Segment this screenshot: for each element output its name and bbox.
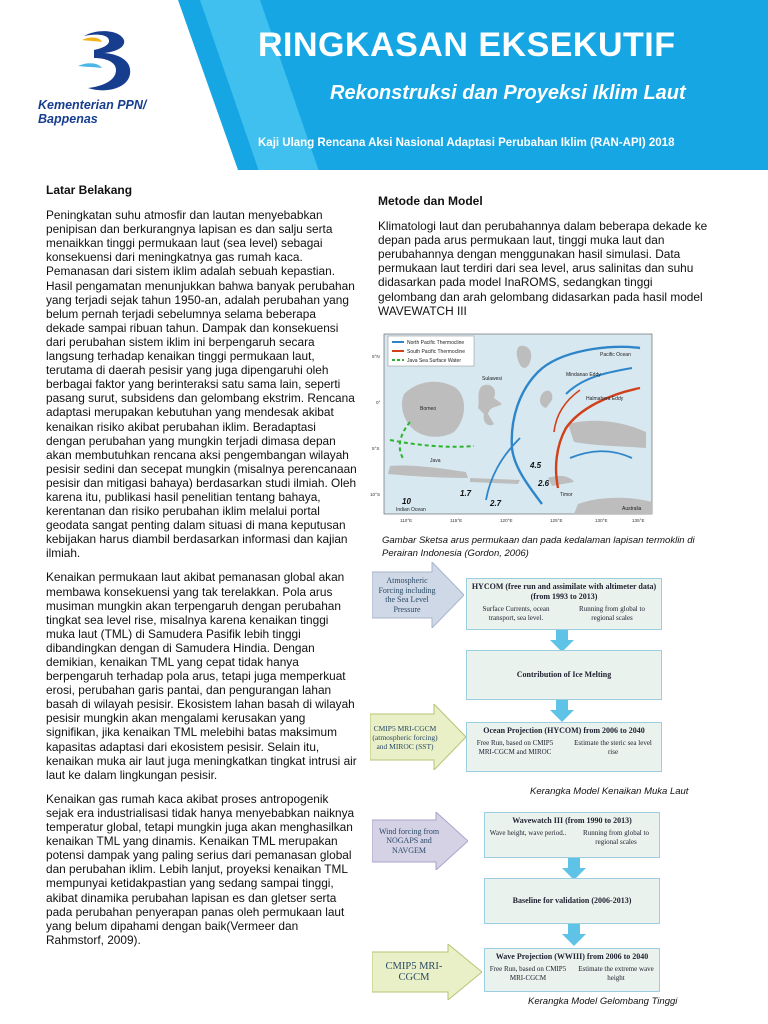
diagram2-caption: Kerangka Model Gelombang Tinggi: [528, 996, 678, 1007]
wavewatch-right-text: Running from global to regional scales: [583, 829, 649, 846]
label-sulawesi: Sulawesi: [482, 376, 503, 382]
down-arrow-icon: [562, 924, 586, 946]
hycom-title: HYCOM (free run and assimilate with altimeter data) (from 1993 to 2013): [471, 582, 657, 601]
label-mindanao-eddy: Mindanao Eddy: [566, 372, 601, 378]
lat-label-4: 10°S: [370, 492, 381, 497]
transport-label-1: 10: [402, 497, 411, 506]
transport-label-5: 2.7: [490, 499, 502, 508]
ocean-projection-title: Ocean Projection (HYCOM) from 2006 to 2040: [483, 726, 645, 735]
cmip-forcing-label: CMIP5 MRI-CGCM (atmospheric forcing) and MIROC (SST): [372, 723, 438, 751]
lat-label-3: 5°S: [372, 446, 380, 451]
ice-melting-label: Contribution of Ice Melting: [516, 670, 612, 679]
lon-label-1: 110°E: [400, 518, 413, 523]
org-name: [38, 98, 178, 126]
transport-label-3: 2.6: [538, 479, 550, 488]
diagram1-caption: Kerangka Model Kenaikan Muka Laut: [530, 786, 689, 797]
baseline-box: [484, 878, 660, 924]
ocean-projection-left-text: Free Run, based on CMIP5 MRI-CGCM and MIROC: [476, 739, 554, 756]
lon-label-2: 115°E: [450, 518, 463, 523]
wave-projection-right-text: Estimate the extreme wave height: [578, 965, 654, 982]
page-tagline: Kaji Ulang Rencana Aksi Nasional Adaptasi Perubahan Iklim (RAN-API) 2018: [258, 137, 675, 149]
down-arrow-icon: [562, 858, 586, 880]
ocean-current-map: [370, 328, 658, 526]
wavewatch-box: [484, 812, 660, 858]
ice-melting-box: [466, 650, 662, 700]
wave-projection-box: [484, 948, 660, 992]
page-title: RINGKASAN EKSEKUTIF: [258, 26, 676, 64]
atmospheric-forcing-label: Atmospheric Forcing including the Sea Level Pressure: [378, 576, 436, 614]
lat-label-2: 0°: [376, 400, 381, 405]
method-heading: Metode dan Model: [378, 194, 483, 208]
lat-label-1: 5°N: [372, 354, 380, 359]
hycom-box: [466, 578, 662, 630]
legend-south-pacific: South Pacific Thermocline: [407, 349, 465, 355]
label-pacific-ocean: Pacific Ocean: [600, 352, 631, 358]
method-paragraph: Klimatologi laut dan perubahannya dalam beberapa dekade ke depan pada arus permukaan laut, tinggi muka laut dan perubahannya dengan menggunakan hasil simulasi. Data permukaan laut terdiri dari sea level, arus salinitas dan suhu didasarkan pada model InaROMS, sedangkan tinggi gelombang dan arah gelombang didasarkan pada hasil model WAVEWATCH III: [378, 219, 708, 318]
map-caption: Gambar Sketsa arus permukaan dan pada kedalaman lapisan termoklin di Perairan Indonesia (Gordon, 2006): [382, 535, 695, 559]
page-subtitle: Rekonstruksi dan Proyeksi Iklim Laut: [330, 82, 686, 104]
background-heading: Latar Belakang: [46, 183, 133, 197]
label-borneo: Borneo: [420, 406, 437, 412]
wave-projection-left-text: Free Run, based on CMIP5 MRI-CGCM: [489, 965, 567, 982]
legend-java-sea: Java Sea Surface Water: [407, 358, 462, 364]
background-paragraph-3: Kenaikan gas rumah kaca akibat proses antropogenik sejak era industrialisasi tidak hanya menyebabkan naiknya temperatur global, tetapi mungkin juga akan menghasilkan kenaikan TML yang dinamis. Kenaikan TML merupakan potensi dampak yang paling serius dari pemanasan global dan perubahan iklim. Lebih lanjut, proyeksi kenaikan TML mempunyai ketidakpastian yang sedang sampai tinggi, akibat dinamika perubahan lapisan es dan gletser serta pada perubahan penyerapan panas oleh permukaan laut yang belum dipahami dengan baik(Vermeer dan Rahmstorf, 2009).: [46, 791, 355, 947]
baseline-label: Baseline for validation (2006-2013): [512, 896, 632, 905]
lon-label-4: 125°E: [550, 518, 563, 523]
label-java: Java: [430, 458, 441, 464]
lon-label-6: 135°E: [632, 518, 645, 523]
wavewatch-title: Wavewatch III (from 1990 to 2013): [512, 816, 632, 825]
legend-north-pacific: North Pacific Thermocline: [407, 340, 465, 346]
down-arrow-icon: [550, 630, 574, 652]
hycom-left-text: Surface Currents, ocean transport, sea level.: [482, 605, 550, 622]
wave-projection-title: Wave Projection (WWIII) from 2006 to 2040: [495, 952, 649, 961]
label-halmahera-eddy: Halmahera Eddy: [586, 396, 624, 402]
label-australia: Australia: [622, 506, 642, 512]
method-section: [378, 194, 713, 318]
label-timor: Timor: [560, 492, 573, 498]
cmip-wave-label: CMIP5 MRI-CGCM: [385, 961, 443, 983]
lon-label-3: 120°E: [500, 518, 513, 523]
bappenas-logo-icon: [76, 26, 136, 96]
background-paragraph-1: Peningkatan suhu atmosfir dan lautan menyebabkan penipisan dan berkurangnya lapisan es dan salju serta menaikkan tinggi permukaan laut (sea level) sebagai konsekuensi dari meningkatnya gas rumah kaca. Pemanasan dari sistem iklim adalah sebuah kepastian. Hasil pengamatan menunjukkan bahwa banyak perubahan yang terjadi sejak tahun 1950-an, adalah perubahan yang belum pernah terjadi sebelumnya selama beberapa dekade sampai ribuan tahun. Dampak dan konsekuensi dari perubahan sistem iklim ini berpengaruh secara langsung terhadap kenaikan tinggi permukaan laut, terutama di daerah pesisir yang juga dipengaruhi oleh berbagai faktor yang berinteraksi satu sama lain, seperti pasang surut, subsidens dan gelombang ekstrim. Rencana adaptasi merupakan kebutuhan yang mendesak akibat kenaikan risiko akibat perubahan iklim. Beradaptasi dengan perubahan yang mungkin terjadi dimasa depan akan membutuhkan rencana aksi pengembangan wilayah pesisir sedini dan secepat mungkin (misalnya perencanaan pesisir dan mitigasi bahaya) berdasarkan studi ilmiah. Oleh karena itu, publikasi hasil penelitian tentang bahaya, kerentanan dan risiko perubahan iklim melalui portal geodata sangat penting dalam situasi di mana keputusan kebijakan harus diambil berdasarkan informasi dan kajian ilmiah.: [46, 208, 357, 561]
transport-label-2: 1.7: [460, 489, 472, 498]
ocean-projection-right-text: Estimate the steric sea level rise: [574, 739, 652, 756]
label-indian-ocean: Indian Ocean: [396, 507, 426, 513]
org-name-line1: Kementerian PPN/: [38, 98, 147, 112]
background-paragraph-2: Kenaikan permukaan laut akibat pemanasan global akan membawa konsekuensi yang tak terelakkan. Pola arus musiman mungkin akan terpengaruh dengan perubahan tingkat sea level rise, misalnya karena kenaikan tinggi muka laut (TML) di Samudera Pasifik lebih tinggi dibandingkan dengan di Samudera Hindia. Dengan demikian, kenaikan TML yang cepat tidak hanya berpengaruh terhadap pola arus, tetapi juga memperkuat erosi, perubahan garis pantai, dan pengurangan lahan basah di wilayah pesisir. Ekosistem lahan basah di wilayah pesisir mungkin akan mengalami kerusakan yang signifikan, jika kenaikan TML melebihi batas maksimum kapasitas adaptasi dari ekosistem pesisir. Selain itu, kenaikan muka air laut juga meningkatkan tingkat intrusi air laut ke dalam lingkungan pesisir.: [46, 570, 357, 782]
org-name-line2: Bappenas: [38, 112, 98, 126]
background-section: [46, 183, 358, 957]
hycom-right-text: Running from global to regional scales: [579, 605, 645, 622]
lon-label-5: 130°E: [595, 518, 608, 523]
wavewatch-left-text: Wave height, wave period..: [489, 829, 567, 837]
ocean-projection-box: [466, 722, 662, 772]
transport-label-4: 4.5: [530, 461, 542, 470]
wind-forcing-label: Wind forcing from NOGAPS and NAVGEM: [378, 826, 440, 855]
header-banner: [0, 0, 768, 170]
down-arrow-icon: [550, 700, 574, 722]
